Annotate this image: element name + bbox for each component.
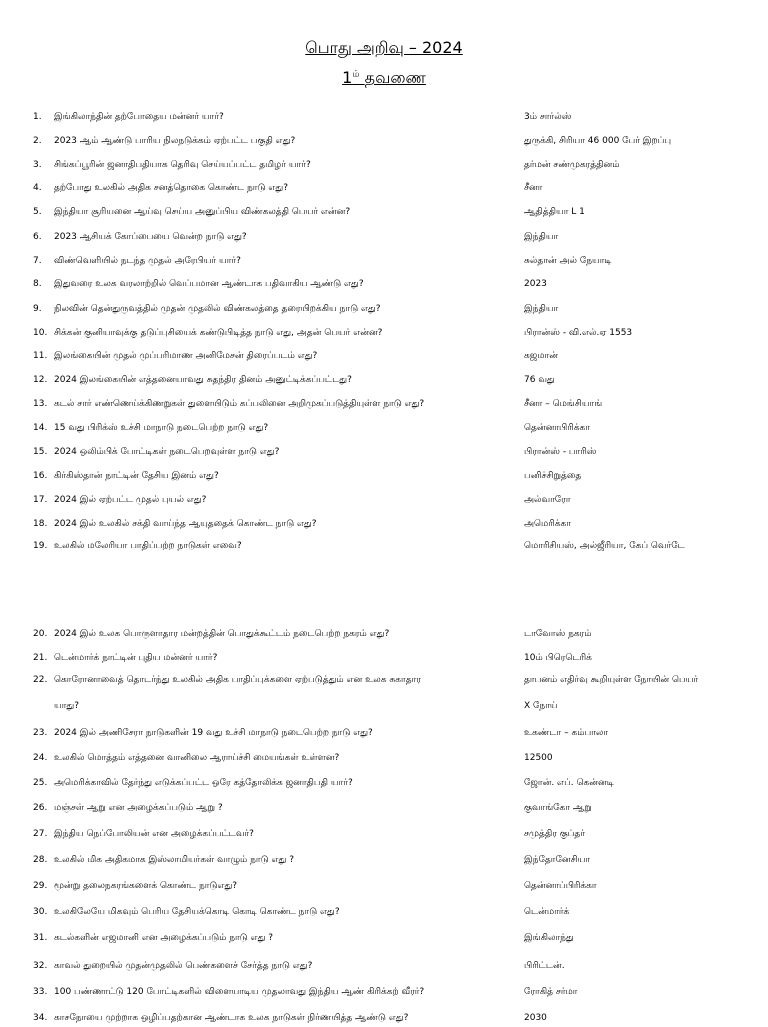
question-row [0, 443, 768, 461]
answer-text: மொரிசியஸ், அல்ஜீரியா, கேப் வெர்டே [524, 541, 685, 551]
answer-text: இந்தோனேசியா [524, 855, 591, 865]
question-number: 17. [33, 495, 48, 505]
question-number: 14. [33, 423, 48, 433]
question-number: 29. [33, 881, 48, 891]
question-row [0, 347, 768, 365]
question-row [0, 275, 768, 293]
question-row [0, 724, 768, 742]
question-number: 5. [33, 207, 42, 217]
question-text: 2023 ஆசியக் கோப்பையை வென்ற நாடு எது? [54, 232, 247, 242]
question-row [0, 203, 768, 221]
question-text: சிக்கன் குனியாவுக்கு தடுப்புசியைக் கண்டுபிடித்த நாடு எது, அதன் பெயர் என்ன? [54, 328, 383, 338]
question-row [0, 179, 768, 197]
question-row [0, 851, 768, 869]
question-row [0, 537, 768, 555]
question-number: 8. [33, 279, 42, 289]
answer-text: ஆதித்தியா L 1 [524, 207, 585, 217]
question-text: சிங்கப்பூரின் ஜனாதிபதியாக தெரிவு செய்யப்பட்ட தமிழர் யார்? [54, 160, 311, 170]
answer-text: பிரான்ஸ் - வி.எல்.ஏ 1553 [524, 328, 633, 338]
question-text: இதுவரை உலக வரலாற்றில் வெப்பமான ஆண்டாக பதிவாகிய ஆண்டு எது? [54, 279, 364, 289]
question-text: கடல்களின் எஜமானி என அழைக்கப்படும் நாடு எது ? [54, 933, 274, 943]
question-number: 13. [33, 399, 48, 409]
question-number: 4. [33, 183, 42, 193]
question-text: கடல் சார் எண்ணெய்க்கிணறுகள் துளையிடும் கப்பலினை அறிமுகப்படுத்தியுள்ள நாடு எது? [54, 399, 425, 409]
question-number: 2. [33, 136, 42, 146]
question-number: 23. [33, 728, 48, 738]
question-text: கிர்கிஸ்தான் நாட்டின் தேசிய இனம் எது? [54, 471, 219, 481]
answer-text: டென்மார்க் [524, 907, 570, 917]
question-text: காசநோயை முற்றாக ஒழிப்பதற்கான ஆண்டாக உலக நாடுகள் நிர்ணயித்த ஆண்டு எது? [54, 1013, 409, 1023]
page-subtitle [0, 68, 768, 89]
question-row [0, 929, 768, 947]
question-text: உலகில் மலேரியா பாதிப்பற்ற நாடுகள் எவை? [54, 541, 242, 551]
question-row [0, 467, 768, 485]
question-number: 28. [33, 855, 48, 865]
answer-text: டாவோஸ் நகரம் [524, 629, 592, 639]
question-number: 33. [33, 987, 48, 997]
question-number: 7. [33, 256, 42, 266]
question-number: 31. [33, 933, 48, 943]
question-number: 18. [33, 519, 48, 529]
answer-text-continued: X நோய் [524, 701, 558, 711]
question-row [0, 649, 768, 667]
question-text: 100 பண்ணாட்டு 120 போட்டிகளில் விளையாடிய முதலாவது இந்திய ஆண் கிரிக்கற் வீரர்? [54, 987, 425, 997]
question-number: 9. [33, 304, 42, 314]
question-row [0, 1009, 768, 1027]
answer-text: 76 வது [524, 375, 555, 385]
question-number: 25. [33, 778, 48, 788]
question-text: டென்மார்க் நாட்டின் புதிய மன்னர் யார்? [54, 653, 218, 663]
answer-text: தென்னாபிரிக்கா [524, 423, 590, 433]
question-text: 2024 இல் ஏற்பட்ட முதல் புயல் எது? [54, 495, 207, 505]
question-row [0, 774, 768, 792]
question-number: 12. [33, 375, 48, 385]
question-text: விண்வெளியில் நடந்த முதல் அரேபியர் யார்? [54, 256, 241, 266]
answer-text: குவாங்கோ ஆறு [524, 803, 592, 813]
answer-text: பிரிட்டன். [524, 961, 565, 971]
answer-text: சீனா [524, 183, 543, 193]
question-number: 27. [33, 829, 48, 839]
question-row [0, 395, 768, 413]
question-row [0, 957, 768, 975]
page-title-text: பொது அறிவு – 2024 [305, 38, 463, 57]
question-row [0, 903, 768, 921]
question-row [0, 156, 768, 174]
answer-text: சமுத்திர குப்தர் [524, 829, 585, 839]
question-text: 2024 இலங்கையின் எத்தனையாவது சுதந்திர தினம் அனுட்டிக்கப்பட்டது? [54, 375, 352, 385]
answer-text: 10ம் பிரெடெரிக் [524, 653, 592, 663]
answer-text: பனிச்சிறுத்தை [524, 471, 582, 481]
answer-text: உகண்டா – கம்பாலா [524, 728, 609, 738]
answer-text: தர்மன் சண்முகரத்தினம் [524, 160, 620, 170]
answer-text: பிரான்ஸ் - பாரிஸ் [524, 447, 597, 457]
question-text: 2024 இல் உலகில் சக்தி வாய்ந்த ஆயுததைக் கொண்ட நாடு எது? [54, 519, 317, 529]
question-row [0, 132, 768, 150]
question-row [0, 252, 768, 270]
question-row-continuation [0, 697, 768, 715]
answer-text: 3ம் சார்ல்ஸ் [524, 112, 572, 122]
question-text: 2023 ஆம் ஆண்டு பாரிய நிலநடுக்கம் ஏற்பட்ட பகுதி எது? [54, 136, 296, 146]
question-row [0, 825, 768, 843]
question-text: மூன்று தலைநகரங்களைக் கொண்ட நாடுஎது? [54, 881, 238, 891]
term-number: 1 [342, 68, 353, 87]
answer-text: 2023 [524, 279, 547, 289]
answer-text: சீனா – மெங்சியாங் [524, 399, 603, 409]
question-number: 34. [33, 1013, 48, 1023]
question-text: கொரோனாவைத் தொடர்ந்து உலகில் அதிக பாதிப்புக்களை ஏற்படுத்தும் என உலக சுகாதார [54, 675, 421, 685]
question-row [0, 671, 768, 689]
answer-text: இந்தியா [524, 232, 559, 242]
question-row [0, 983, 768, 1001]
question-number: 22. [33, 675, 48, 685]
question-text: இலங்கையின் முதல் முப்பரிமாண அனிமேசன் திரைப்படம் எது? [54, 351, 318, 361]
question-text: நிலவின் தென்துருவத்தில் முதன் முதலில் விண்கலத்தை தரையிறக்கிய நாடு எது? [54, 304, 381, 314]
question-text: 2024 ஒலிம்பிக் போட்டிகள் நடைபெறவுள்ள நாடு எது? [54, 447, 280, 457]
question-row [0, 228, 768, 246]
question-number: 21. [33, 653, 48, 663]
question-text: 15 வது பிரிக்ஸ் உச்சி மாநாடு நடைபெற்ற நாடு எது? [54, 423, 269, 433]
answer-text: 12500 [524, 753, 553, 763]
question-number: 3. [33, 160, 42, 170]
question-text: இங்கிலாந்தின் தற்போதைய மன்னர் யார்? [54, 112, 224, 122]
answer-text: இங்கிலாந்து [524, 933, 574, 943]
question-number: 32. [33, 961, 48, 971]
question-row [0, 625, 768, 643]
question-text: இந்திய நெப்போலியன் என அழைக்கப்பட்டவர்? [54, 829, 254, 839]
answer-text: தென்னாப்பிரிக்கா [524, 881, 597, 891]
question-text: உலகில் மொத்தம் எத்தனை வானிலை ஆராய்ச்சி மையங்கள் உள்ளன? [54, 753, 340, 763]
question-row [0, 749, 768, 767]
answer-text: கஜமான் [524, 351, 558, 361]
question-row [0, 515, 768, 533]
answer-text: 2030 [524, 1013, 547, 1023]
answer-text: இந்தியா [524, 304, 559, 314]
answer-text: துருக்கி, சிரியா 46 000 பேர் இறப்பு [524, 136, 672, 146]
question-number: 24. [33, 753, 48, 763]
question-text: காவல் துறையில் முதன்முதலில் பெண்களைச் சேர்த்த நாடு எது? [54, 961, 313, 971]
question-text: தற்போது உலகில் அதிக சனத்தொகை கொண்ட நாடு எது? [54, 183, 288, 193]
term-suffix: ம் [352, 69, 360, 80]
question-text: அமெரிக்காவில் தேர்ந்து எடுக்கப்பட்ட ஒரே கத்தோலிக்க ஜனாதிபதி யார்? [54, 778, 353, 788]
answer-text: அமெரிக்கா [524, 519, 571, 529]
question-number: 1. [33, 112, 42, 122]
answer-text: ரோகித் சர்மா [524, 987, 578, 997]
question-row [0, 491, 768, 509]
question-text: உலகில் மிக அதிகமாக இஸ்லாமியர்கள் வாழும் நாடு எது ? [54, 855, 294, 865]
question-text-continued: யாது? [54, 701, 80, 711]
question-number: 11. [33, 351, 48, 361]
answer-text: தாபனம் எதிர்வு கூறியுள்ள நோயின் பெயர் [524, 675, 699, 685]
question-row [0, 300, 768, 318]
question-number: 26. [33, 803, 48, 813]
answer-text: அல்வாரோ [524, 495, 571, 505]
answer-text: சுல்தான் அல் நேயாடி [524, 256, 612, 266]
term-label: தவணை [364, 68, 426, 87]
question-number: 20. [33, 629, 48, 639]
question-text: 2024 இல் அணிசேரா நாடுகளின் 19 வது உச்சி மாநாடு நடைபெற்ற நாடு எது? [54, 728, 373, 738]
question-row [0, 371, 768, 389]
question-row [0, 877, 768, 895]
question-row [0, 799, 768, 817]
question-text: உலகிலேயே மிகவும் பெரிய தேசியக்கொடி கொடி கொண்ட நாடு எது? [54, 907, 340, 917]
question-number: 10. [33, 328, 48, 338]
question-text: மஞ்சள் ஆறு என அழைக்கப்படும் ஆறு ? [54, 803, 223, 813]
question-number: 6. [33, 232, 42, 242]
question-text: 2024 இல் உலக பொருளாதார மன்றத்தின் பொதுக்கூட்டம் நடைபெற்ற நகரம் எது? [54, 629, 390, 639]
answer-text: ஜோன். எப். கென்னடி [524, 778, 614, 788]
question-number: 15. [33, 447, 48, 457]
question-number: 19. [33, 541, 48, 551]
question-row [0, 324, 768, 342]
question-number: 16. [33, 471, 48, 481]
page-title [0, 38, 768, 59]
question-row [0, 108, 768, 126]
question-row [0, 419, 768, 437]
question-number: 30. [33, 907, 48, 917]
question-text: இந்தியா சூரியனை ஆய்வு செய்ய அனுப்பிய விண்கலத்தி பெயர் என்ன? [54, 207, 351, 217]
